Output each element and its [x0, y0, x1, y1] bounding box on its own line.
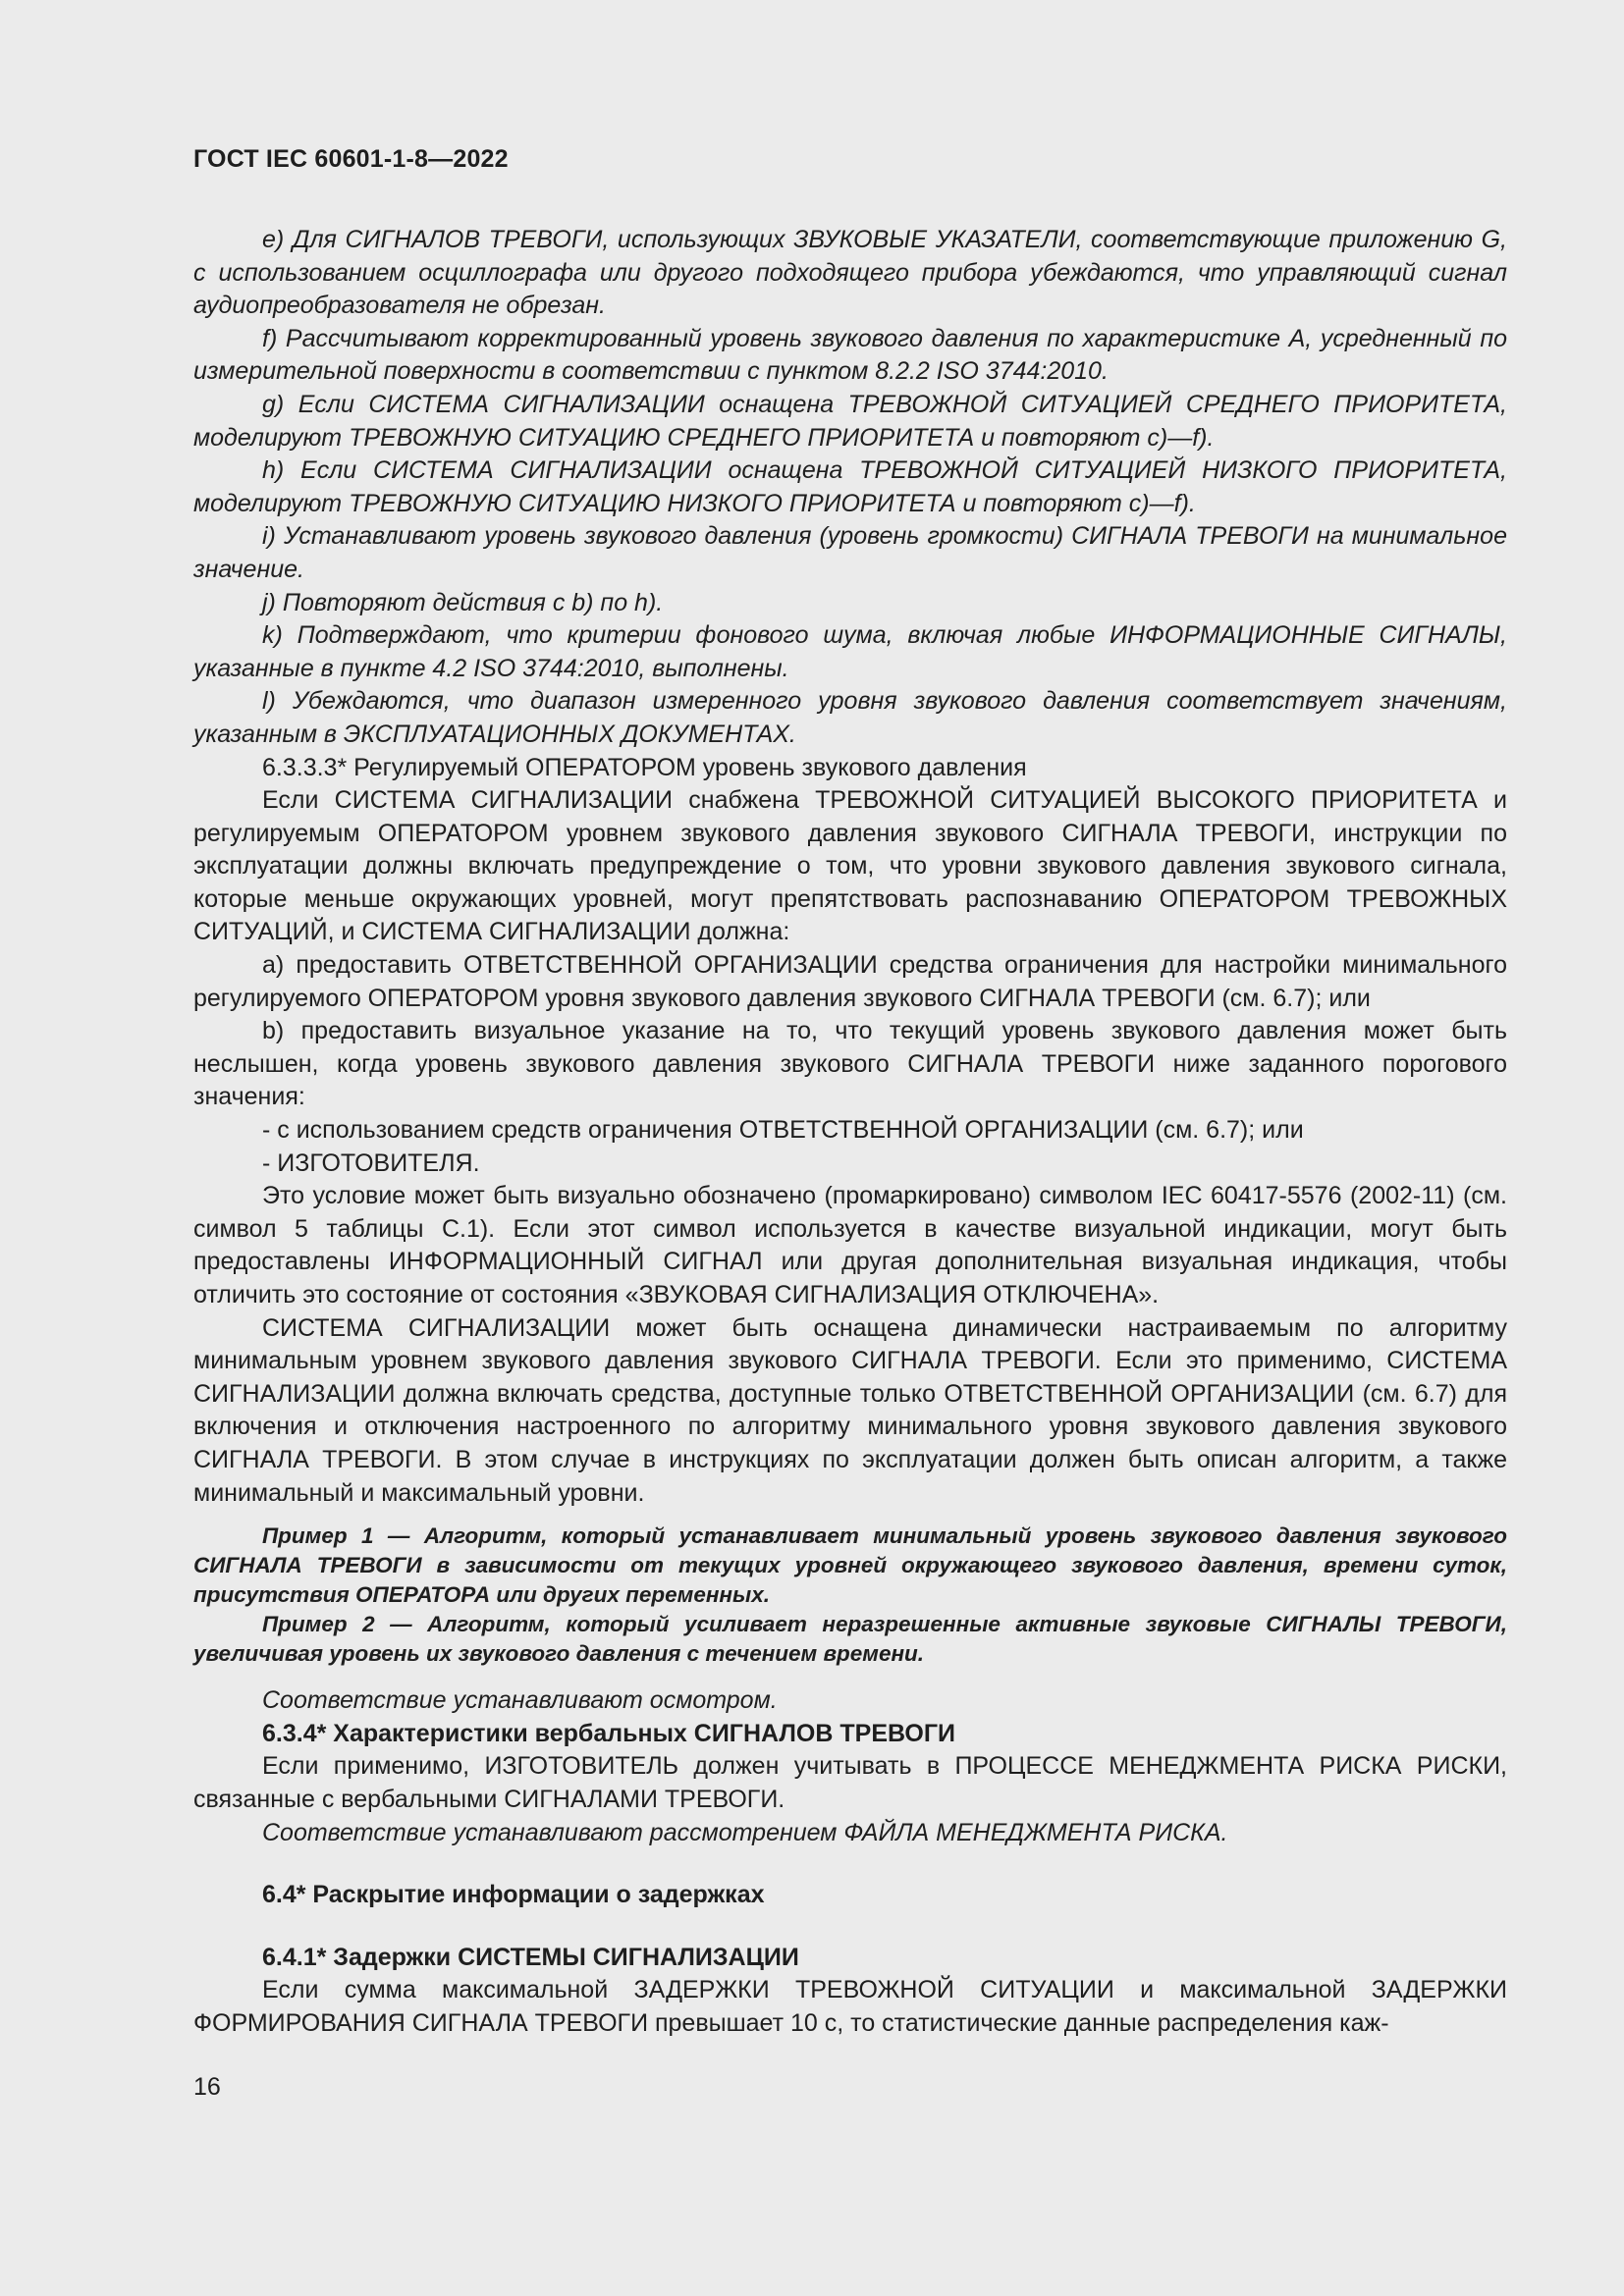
test-step-f: f) Рассчитывают корректированный уровень звукового давления по характеристике A, усредненный по измерительной поверхности в соответствии с пунктом 8.2.2 ISO 3744:2010.: [193, 324, 1507, 386]
list-item-b: b) предоставить визуальное указание на то, что текущий уровень звукового давления может быть неслышен, когда уровень звукового давления звукового СИГНАЛА ТРЕВОГИ ниже заданного порогового значения:: [193, 1017, 1507, 1111]
dash-item: - с использованием средств ограничения ОТВЕТСТВЕННОЙ ОРГАНИЗАЦИИ (см. 6.7); или: [262, 1116, 1304, 1145]
test-step-l: l) Убеждаются, что диапазон измеренного уровня звукового давления соответствует значениям, указанным в ЭКСПЛУАТАЦИОННЫХ ДОКУМЕНТАХ.: [193, 687, 1507, 748]
body-paragraph: СИСТЕМА СИГНАЛИЗАЦИИ может быть оснащена динамически настраиваемым по алгоритму минимальным уровнем звукового давления звукового СИГНАЛА ТРЕВОГИ. Если это применимо, СИСТЕМА СИГНАЛИЗАЦИИ должна включать средства, доступные только ОТВЕТСТВЕННОЙ ОРГАНИЗАЦИИ (см. 6.7) для включения и отключения настроенного по алгоритму минимального уровня звукового давления звукового СИГНАЛА ТРЕВОГИ. В этом случае в инструкциях по эксплуатации должен быть описан алгоритм, а также минимальный и максимальный уровни.: [193, 1313, 1507, 1507]
body-paragraph: Если СИСТЕМА СИГНАЛИЗАЦИИ снабжена ТРЕВОЖНОЙ СИТУАЦИЕЙ ВЫСОКОГО ПРИОРИТЕТА и регулируемым ОПЕРАТОРОМ уровнем звукового давления звукового СИГНАЛА ТРЕВОГИ, инструкции по эксплуатации должны включать предупреждение о том, что уровни звукового давления звукового сигнала, которые меньше окружающих уровней, могут препятствовать распознаванию ОПЕРАТОРОМ ТРЕВОЖНЫХ СИТУАЦИЙ, и СИСТЕМА СИГНАЛИЗАЦИИ должна:: [193, 786, 1507, 946]
document-header: ГОСТ IEC 60601-1-8—2022: [193, 145, 509, 173]
document-body: [193, 224, 1507, 2041]
test-step-h: h) Если СИСТЕМА СИГНАЛИЗАЦИИ оснащена ТРЕВОЖНОЙ СИТУАЦИЕЙ НИЗКОГО ПРИОРИТЕТА, моделируют ТРЕВОЖНУЮ СИТУАЦИЮ НИЗКОГО ПРИОРИТЕТА и повторяют c)—f).: [193, 456, 1507, 517]
body-paragraph: Если сумма максимальной ЗАДЕРЖКИ ТРЕВОЖНОЙ СИТУАЦИИ и максимальной ЗАДЕРЖКИ ФОРМИРОВАНИЯ СИГНАЛА ТРЕВОГИ превышает 10 с, то статистические данные распределения каж-: [193, 1976, 1507, 2037]
example-note-2: Пример 2 — Алгоритм, который усиливает неразрешенные активные звуковые СИГНАЛЫ ТРЕВОГИ, увеличивая уровень их звукового давления с течением времени.: [193, 1612, 1507, 1667]
section-heading-6-3-3-3: 6.3.3.3* Регулируемый ОПЕРАТОРОМ уровень звукового давления: [262, 753, 1027, 781]
test-step-j: j) Повторяют действия с b) по h).: [262, 588, 664, 616]
test-step-i: i) Устанавливают уровень звукового давления (уровень громкости) СИГНАЛА ТРЕВОГИ на минимальное значение.: [193, 522, 1507, 583]
test-step-e: e) Для СИГНАЛОВ ТРЕВОГИ, использующих ЗВУКОВЫЕ УКАЗАТЕЛИ, соответствующие приложению G, с использованием осциллографа или другого подходящего прибора убеждаются, что управляющий сигнал аудиопреобразователя не обрезан.: [193, 226, 1507, 320]
section-heading-6-4: 6.4* Раскрытие информации о задержках: [262, 1881, 765, 1909]
test-step-g: g) Если СИСТЕМА СИГНАЛИЗАЦИИ оснащена ТРЕВОЖНОЙ СИТУАЦИЕЙ СРЕДНЕГО ПРИОРИТЕТА, моделируют ТРЕВОЖНУЮ СИТУАЦИЮ СРЕДНЕГО ПРИОРИТЕТА и повторяют c)—f).: [193, 390, 1507, 452]
compliance-statement: Соответствие устанавливают рассмотрением ФАЙЛА МЕНЕДЖМЕНТА РИСКА.: [262, 1818, 1228, 1846]
section-heading-6-4-1: 6.4.1* Задержки СИСТЕМЫ СИГНАЛИЗАЦИИ: [262, 1943, 799, 1971]
dash-item: - ИЗГОТОВИТЕЛЯ.: [262, 1148, 480, 1177]
section-heading-6-3-4: 6.3.4* Характеристики вербальных СИГНАЛОВ ТРЕВОГИ: [262, 1719, 956, 1747]
body-paragraph: Это условие может быть визуально обозначено (промаркировано) символом IEC 60417-5576 (2002-11) (см. символ 5 таблицы С.1). Если этот символ используется в качестве визуальной индикации, могут быть предоставлены ИНФОРМАЦИОННЫЙ СИГНАЛ или другая дополнительная визуальная индикация, чтобы отличить это состояние от состояния «ЗВУКОВАЯ СИГНАЛИЗАЦИЯ ОТКЛЮЧЕНА».: [193, 1182, 1507, 1308]
example-note-1: Пример 1 — Алгоритм, который устанавливает минимальный уровень звукового давления звукового СИГНАЛА ТРЕВОГИ в зависимости от текущих уровней окружающего звукового давления, времени суток, присутствия ОПЕРАТОРА или других переменных.: [193, 1523, 1507, 1608]
body-paragraph: Если применимо, ИЗГОТОВИТЕЛЬ должен учитывать в ПРОЦЕССЕ МЕНЕДЖМЕНТА РИСКА РИСКИ, связанные с вербальными СИГНАЛАМИ ТРЕВОГИ.: [193, 1752, 1507, 1813]
test-step-k: k) Подтверждают, что критерии фонового шума, включая любые ИНФОРМАЦИОННЫЕ СИГНАЛЫ, указанные в пункте 4.2 ISO 3744:2010, выполнены.: [193, 621, 1507, 682]
list-item-a: a) предоставить ОТВЕТСТВЕННОЙ ОРГАНИЗАЦИИ средства ограничения для настройки минимального регулируемого ОПЕРАТОРОМ уровня звукового давления звукового СИГНАЛА ТРЕВОГИ (см. 6.7); или: [193, 951, 1507, 1012]
compliance-statement: Соответствие устанавливают осмотром.: [262, 1686, 778, 1715]
page-number: 16: [193, 2073, 221, 2101]
